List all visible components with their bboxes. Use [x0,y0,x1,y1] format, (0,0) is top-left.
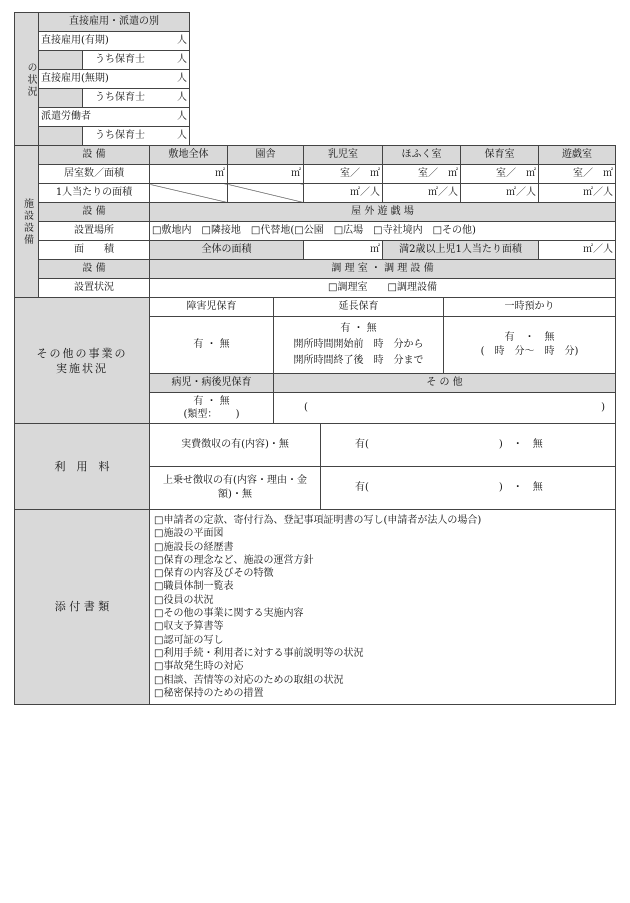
attachment-item: □施設長の経歴書 [154,541,234,553]
rooms-area-label: 居室数／面積 [39,165,150,184]
cooking-header: 調 理 室 ・ 調 理 設 備 [150,260,616,279]
attachment-item: □施設の平面図 [154,528,224,540]
install-status-label: 設置状況 [39,279,150,298]
disability-yes-no: 有 ・ 無 [150,317,274,374]
attachment-item: □相談、苦情等の対応のための取組の状況 [154,674,344,686]
col-site: 敷地全体 [150,146,228,165]
employment-row-label: うち保育士 人 [83,51,190,70]
attachment-item: □申請者の定款、寄付行為、登記事項証明書の写し(申請者が法人の場合) [154,515,482,526]
facilities-table [14,145,616,298]
application-form [14,12,615,705]
employment-header: 直接雇用・派遣の別 [39,13,190,32]
employment-row-label: 直接雇用(無期) 人 [39,70,190,89]
fees-side-label: 利 用 料 [15,424,150,510]
other-services-side-label: その他の事業の実施状況 [15,298,150,424]
employment-row-label: うち保育士 人 [83,127,190,146]
location-options: □敷地内 □隣接地 □代替地(□公園 □広場 □寺社境内 □その他) [150,222,616,241]
col-play-room: 遊戯室 [539,146,616,165]
room-area-cell: 室／ ㎡ [304,165,383,184]
attachment-item: □その他の事業に関する実施内容 [154,608,304,620]
sick-type: (類型： ) [183,409,240,420]
unit-label: 人 [177,35,187,46]
sick-cell [150,393,274,424]
employment-table [14,12,616,146]
facilities-side-label: 施設設備 [15,146,39,298]
paren-open: ( [304,402,308,413]
temporary-cell [444,317,616,374]
col-building: 園舎 [228,146,304,165]
diagonal-cell [228,184,304,203]
extended-before: 開所時間開始前 時 分から [293,339,424,350]
diagonal-cell [150,184,228,203]
temporary-label: 一時預かり [444,298,616,317]
equipment-label: 設 備 [39,146,150,165]
over2-area-label: 満2歳以上児1人当たり面積 [383,241,539,260]
unit-label: 人 [177,130,187,141]
col-infant-room: 乳児室 [304,146,383,165]
employment-row-label: 直接雇用(有期) 人 [39,32,190,51]
unit-label: 人 [177,54,187,65]
col-crawl-room: ほふく室 [383,146,461,165]
per-person-label: 1人当たりの面積 [39,184,150,203]
site-area-unit: ㎡ [150,165,228,184]
attachments-side-label: 添 付 書 類 [15,510,150,705]
unit-label: 人 [177,111,187,122]
per-person-cell: ㎡／人 [461,184,539,203]
attachments-list [150,510,616,705]
attachment-item: □保育の理念など、施設の運営方針 [154,554,314,566]
extra-fee-value: 有( ) ・ 無 [321,467,616,510]
other-cell [274,393,616,424]
extended-yes-no: 有 ・ 無 [340,323,377,334]
outdoor-play-header: 屋 外 遊 戯 場 [150,203,616,222]
area-label: 面 積 [39,241,150,260]
temporary-time: ( 時 分～ 時 分) [480,346,579,357]
sick-label: 病児・病後児保育 [150,374,274,393]
per-person-cell: ㎡／人 [383,184,461,203]
unit-label: 人 [177,73,187,84]
room-area-cell: 室／ ㎡ [383,165,461,184]
unit-label: 人 [177,92,187,103]
fees-table [14,423,616,510]
location-label: 設置場所 [39,222,150,241]
employment-row-label: 派遣労働者 人 [39,108,190,127]
room-area-cell: 室／ ㎡ [461,165,539,184]
attachment-item: □認可証の写し [154,634,224,646]
per-person-cell: ㎡／人 [304,184,383,203]
other-services-table [14,297,616,424]
attachment-item: □役員の状況 [154,594,214,606]
actual-fee-label: 実費徴収の有(内容)・無 [150,424,321,467]
extra-fee-label: 上乗せ徴収の有(内容・理由・金額)・無 [150,467,321,510]
attachment-item: □利用手続・利用者に対する事前説明等の状況 [154,647,364,659]
extended-cell [274,317,444,374]
attachment-item: □収支予算書等 [154,621,224,633]
employment-row-label: うち保育士 人 [83,89,190,108]
temporary-yes-no: 有 ・ 無 [504,332,555,343]
sick-yes-no: 有 ・ 無 [193,396,230,407]
attachments-table [14,509,616,705]
paren-close: ) [601,402,605,413]
employment-side-label: の状況 [15,13,39,146]
building-area-unit: ㎡ [228,165,304,184]
room-area-cell: 室／ ㎡ [539,165,616,184]
disability-label: 障害児保育 [150,298,274,317]
attachment-item: □秘密保持のための措置 [154,687,264,699]
attachment-item: □保育の内容及びその特徴 [154,568,274,580]
total-area-unit: ㎡ [304,241,383,260]
over2-area-unit: ㎡／人 [539,241,616,260]
actual-fee-value: 有( ) ・ 無 [321,424,616,467]
equipment-label: 設 備 [39,260,150,279]
equipment-label: 設 備 [39,203,150,222]
other-label: そ の 他 [274,374,616,393]
install-status-options: □調理室 □調理設備 [150,279,616,298]
col-nursery-room: 保育室 [461,146,539,165]
extended-after: 開所時間終了後 時 分まで [293,355,424,366]
attachment-item: □職員体制一覧表 [154,581,234,593]
per-person-cell: ㎡／人 [539,184,616,203]
attachment-item: □事故発生時の対応 [154,661,244,673]
total-area-label: 全体の面積 [150,241,304,260]
extended-label: 延長保育 [274,298,444,317]
